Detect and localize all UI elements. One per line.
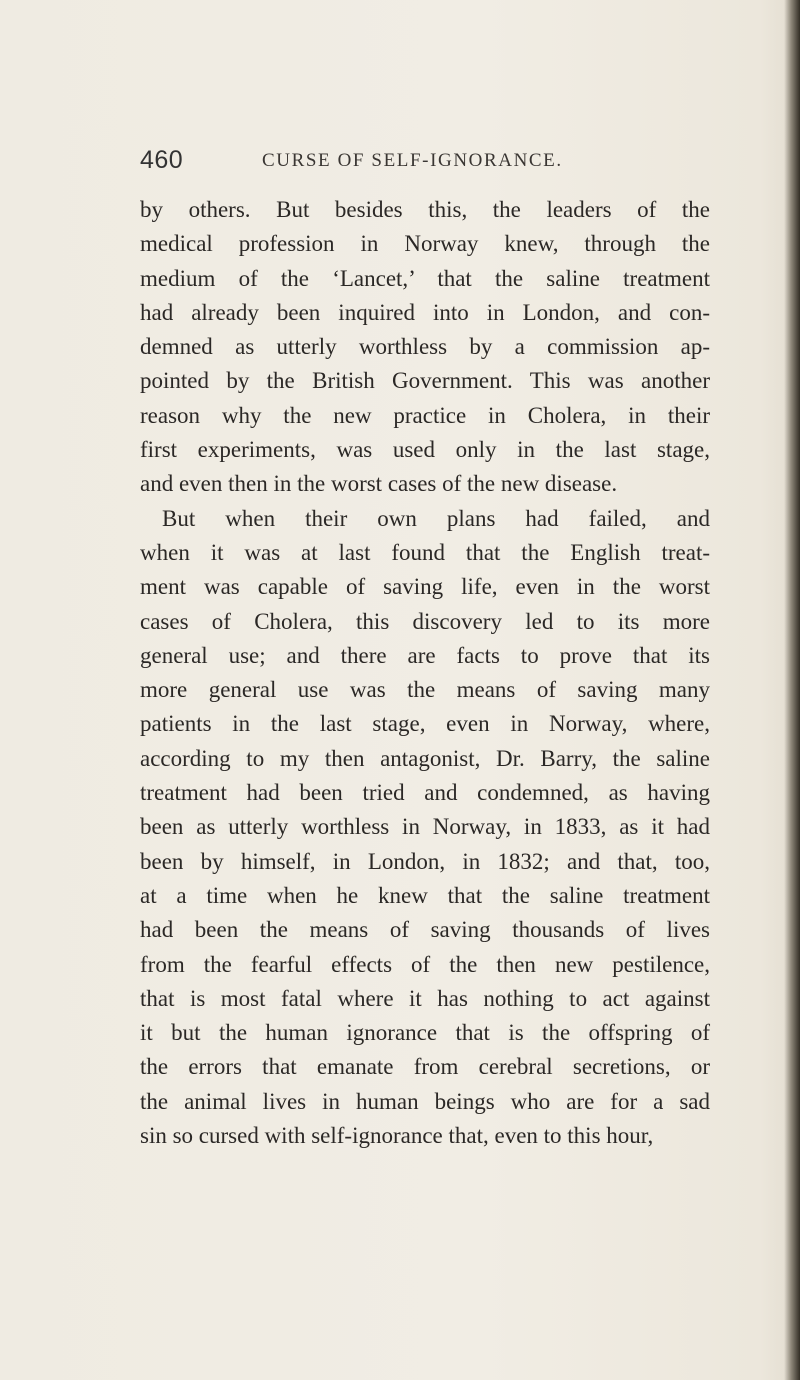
text-line: been by himself, in London, in 1832; and that, too, (140, 848, 710, 874)
text-line: had already been inquired into in London, and con- (140, 299, 710, 325)
page-number: 460 (140, 146, 184, 174)
text-line: that is most fatal where it has nothing to act against (140, 985, 710, 1011)
text-line: by others. But besides this, the leaders of the (140, 197, 710, 222)
text-line: first experiments, was used only in the last stage, (140, 437, 710, 463)
text-line: at a time when he knew that the saline treatment (140, 882, 710, 908)
body-text (140, 193, 710, 1153)
text-line: medical profession in Norway knew, through the (140, 231, 710, 257)
text-line: been as utterly worthless in Norway, in 1833, as it had (140, 814, 710, 840)
text-line: sin so cursed with self-ignorance that, even to this hour, (140, 1123, 654, 1149)
text-line: cases of Cholera, this discovery led to its more (140, 608, 710, 634)
text-line: from the fearful effects of the then new pestilence, (140, 951, 710, 977)
text-line: had been the means of saving thousands of lives (140, 917, 710, 943)
running-head: CURSE OF SELF-IGNORANCE. (262, 150, 563, 171)
text-line: when it was at last found that the English treat- (140, 539, 710, 565)
page-header (140, 146, 740, 180)
text-line: But when their own plans had failed, and (162, 505, 710, 531)
text-line: and even then in the worst cases of the new disease. (140, 471, 618, 497)
text-line: ment was capable of saving life, even in the worst (140, 574, 710, 600)
text-line: general use; and there are facts to prove that its (140, 642, 710, 668)
text-line: demned as utterly worthless by a commission ap- (140, 334, 710, 360)
text-line: pointed by the British Government. This was another (140, 368, 710, 394)
text-line: more general use was the means of saving many (140, 677, 710, 703)
text-line: patients in the last stage, even in Norway, where, (140, 711, 710, 737)
text-line: the errors that emanate from cerebral secretions, or (140, 1054, 710, 1080)
text-line: medium of the ‘Lancet,’ that the saline treatment (140, 265, 710, 291)
text-line: according to my then antagonist, Dr. Barry, the saline (140, 745, 710, 771)
text-line: it but the human ignorance that is the offspring of (140, 1020, 710, 1046)
text-line: the animal lives in human beings who are for a sad (140, 1088, 710, 1114)
page-edge-shadow (784, 0, 800, 1380)
text-line: treatment had been tried and condemned, as having (140, 780, 710, 806)
text-line: reason why the new practice in Cholera, in their (140, 402, 710, 428)
